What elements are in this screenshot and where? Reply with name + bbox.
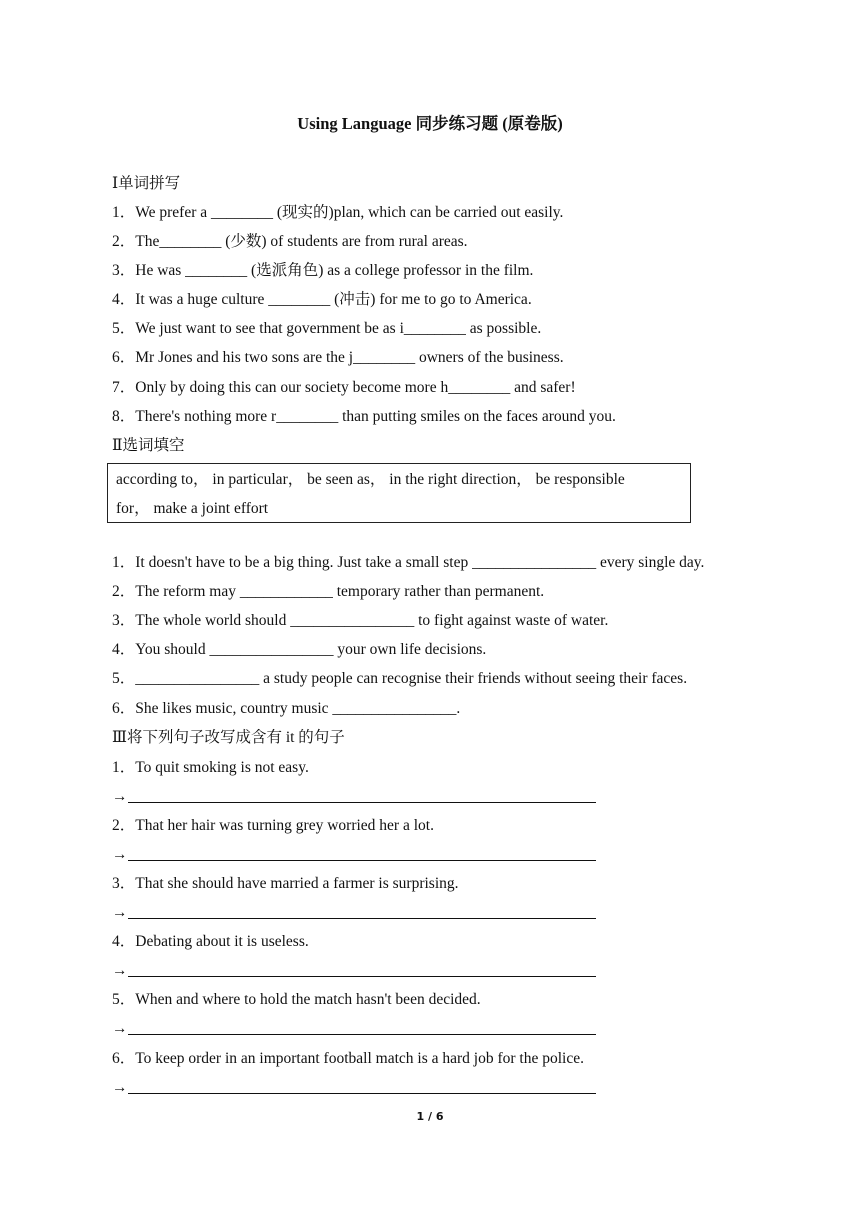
spelling-question: 3．He was ________ (选派角色) as a college professor in the film.	[112, 262, 534, 279]
fill-in-question: 6．She likes music, country music ________________.	[112, 700, 461, 717]
fill-in-question: 1．It doesn't have to be a big thing. Just take a small step ________________ every single day.	[112, 554, 705, 571]
word-bank-line: according to， in particular， be seen as， in the right direction， be responsible	[116, 471, 625, 488]
arrow-icon: →	[112, 1020, 128, 1037]
answer-line	[112, 961, 596, 981]
answer-line	[112, 787, 596, 807]
answer-blank[interactable]	[128, 962, 596, 977]
arrow-icon: →	[112, 846, 128, 863]
rewrite-question: 1．To quit smoking is not easy.	[112, 759, 309, 776]
arrow-icon: →	[112, 1079, 128, 1096]
rewrite-question: 4．Debating about it is useless.	[112, 933, 309, 950]
spelling-question: 2．The________ (少数) of students are from rural areas.	[112, 233, 468, 250]
spelling-question: 1．We prefer a ________ (现实的)plan, which can be carried out easily.	[112, 204, 564, 221]
answer-line	[112, 903, 596, 923]
spelling-question: 4．It was a huge culture ________ (冲击) for me to go to America.	[112, 291, 532, 308]
rewrite-question: 5．When and where to hold the match hasn't been decided.	[112, 991, 481, 1008]
rewrite-question: 2．That her hair was turning grey worried her a lot.	[112, 817, 434, 834]
answer-blank[interactable]	[128, 1020, 596, 1035]
spelling-question: 7．Only by doing this can our society become more h________ and safer!	[112, 379, 576, 396]
spelling-question: 6．Mr Jones and his two sons are the j________ owners of the business.	[112, 349, 564, 366]
fill-in-question: 5．________________ a study people can recognise their friends without seeing their faces.	[112, 670, 688, 687]
rewrite-question: 3．That she should have married a farmer is surprising.	[112, 875, 459, 892]
fill-in-question: 2．The reform may ____________ temporary rather than permanent.	[112, 583, 545, 600]
word-bank-line: for， make a joint effort	[116, 500, 269, 517]
section-heading-fill-in: Ⅱ选词填空	[112, 437, 185, 454]
rewrite-question: 6．To keep order in an important football match is a hard job for the police.	[112, 1050, 584, 1067]
word-bank-box	[107, 463, 691, 523]
section-heading-rewrite: Ⅲ将下列句子改写成含有 it 的句子	[112, 729, 345, 746]
spelling-question: 8．There's nothing more r________ than putting smiles on the faces around you.	[112, 408, 616, 425]
page-number: 1 / 6	[416, 1110, 444, 1123]
arrow-icon: →	[112, 788, 128, 805]
answer-blank[interactable]	[128, 846, 596, 861]
arrow-icon: →	[112, 962, 128, 979]
document-title: Using Language 同步练习题 (原卷版)	[297, 114, 563, 133]
arrow-icon: →	[112, 904, 128, 921]
answer-line	[112, 1078, 596, 1098]
fill-in-question: 4．You should ________________ your own life decisions.	[112, 641, 487, 658]
answer-line	[112, 1019, 596, 1039]
fill-in-question: 3．The whole world should ________________ to fight against waste of water.	[112, 612, 609, 629]
spelling-question: 5．We just want to see that government be as i________ as possible.	[112, 320, 542, 337]
answer-blank[interactable]	[128, 1079, 596, 1094]
answer-blank[interactable]	[128, 788, 596, 803]
answer-line	[112, 845, 596, 865]
answer-blank[interactable]	[128, 904, 596, 919]
section-heading-spelling: Ⅰ单词拼写	[112, 175, 181, 192]
